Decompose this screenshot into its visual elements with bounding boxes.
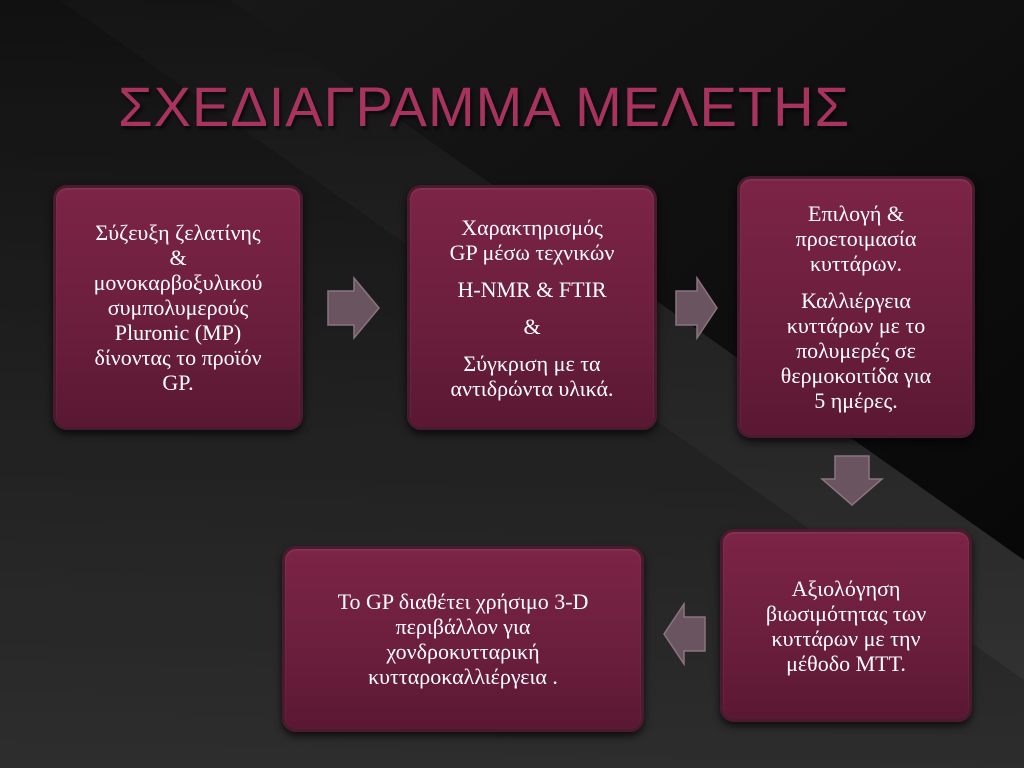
arrow-left-icon — [662, 602, 706, 666]
step-1-line-2: & — [169, 245, 187, 270]
arrow-down-icon — [820, 455, 884, 507]
flow-box-step-3 — [737, 176, 975, 438]
step-4-line-3: κυττάρων με την — [771, 625, 921, 651]
step-3-line-8: 5 ημέρες. — [814, 388, 898, 413]
step-5-line-3: χονδροκυτταρική — [386, 639, 540, 664]
step-1-line-4: συμπολυμερούς — [107, 295, 249, 320]
step-2-line-3: Σύγκριση με τα — [463, 350, 601, 376]
step-3-line-3: κυττάρων. — [809, 251, 903, 276]
step-3-line-1: Επιλογή & — [808, 201, 904, 226]
step-5-line-2: περιβάλλον για — [395, 614, 531, 639]
flow-box-step-1 — [53, 185, 303, 430]
step-1-line-5: Pluronic (MP) — [114, 320, 242, 345]
flow-box-step-4 — [720, 529, 972, 722]
step-1-line-7: GP. — [162, 370, 194, 395]
step-3-line-7: θερμοκοιτίδα για — [780, 363, 932, 388]
step-1-line-6: δίνοντας το προϊόν — [94, 345, 262, 370]
step-1-line-3: μονοκαρβοξυλικού — [93, 270, 263, 295]
step-4-line-2: βιωσιμότητας των — [765, 600, 927, 626]
flow-box-step-5 — [282, 546, 644, 732]
step-3-line-6: πολυμερές σε — [796, 338, 916, 363]
step-2-line-1: Χαρακτηρισμός — [461, 214, 603, 240]
step-3-line-4: Καλλιέργεια — [801, 288, 911, 313]
step-2-techniques: H-NMR & FTIR — [457, 276, 607, 302]
step-4-line-4: μέθοδο MTT. — [786, 650, 906, 676]
step-3-line-2: προετοιμασία — [795, 226, 917, 251]
step-5-line-1: Το GP διαθέτει χρήσιμο 3-D — [337, 589, 589, 614]
step-3-line-5: κυττάρων με το — [786, 313, 926, 338]
step-2-line-2: GP μέσω τεχνικών — [449, 239, 615, 265]
arrow-right-icon — [327, 276, 381, 340]
flow-box-step-2 — [407, 185, 657, 430]
step-2-ampersand: & — [523, 313, 541, 339]
arrow-right-icon — [675, 276, 719, 340]
step-4-line-1: Αξιολόγηση — [791, 575, 901, 601]
step-2-line-4: αντιδρώντα υλικά. — [450, 375, 614, 401]
step-5-line-4: κυτταροκαλλιέργεια . — [368, 664, 558, 689]
slide-title: ΣΧΕΔΙΑΓΡΑΜΜΑ ΜΕΛΕΤΗΣ — [118, 75, 851, 138]
step-1-line-1: Σύζευξη ζελατίνης — [95, 220, 261, 245]
